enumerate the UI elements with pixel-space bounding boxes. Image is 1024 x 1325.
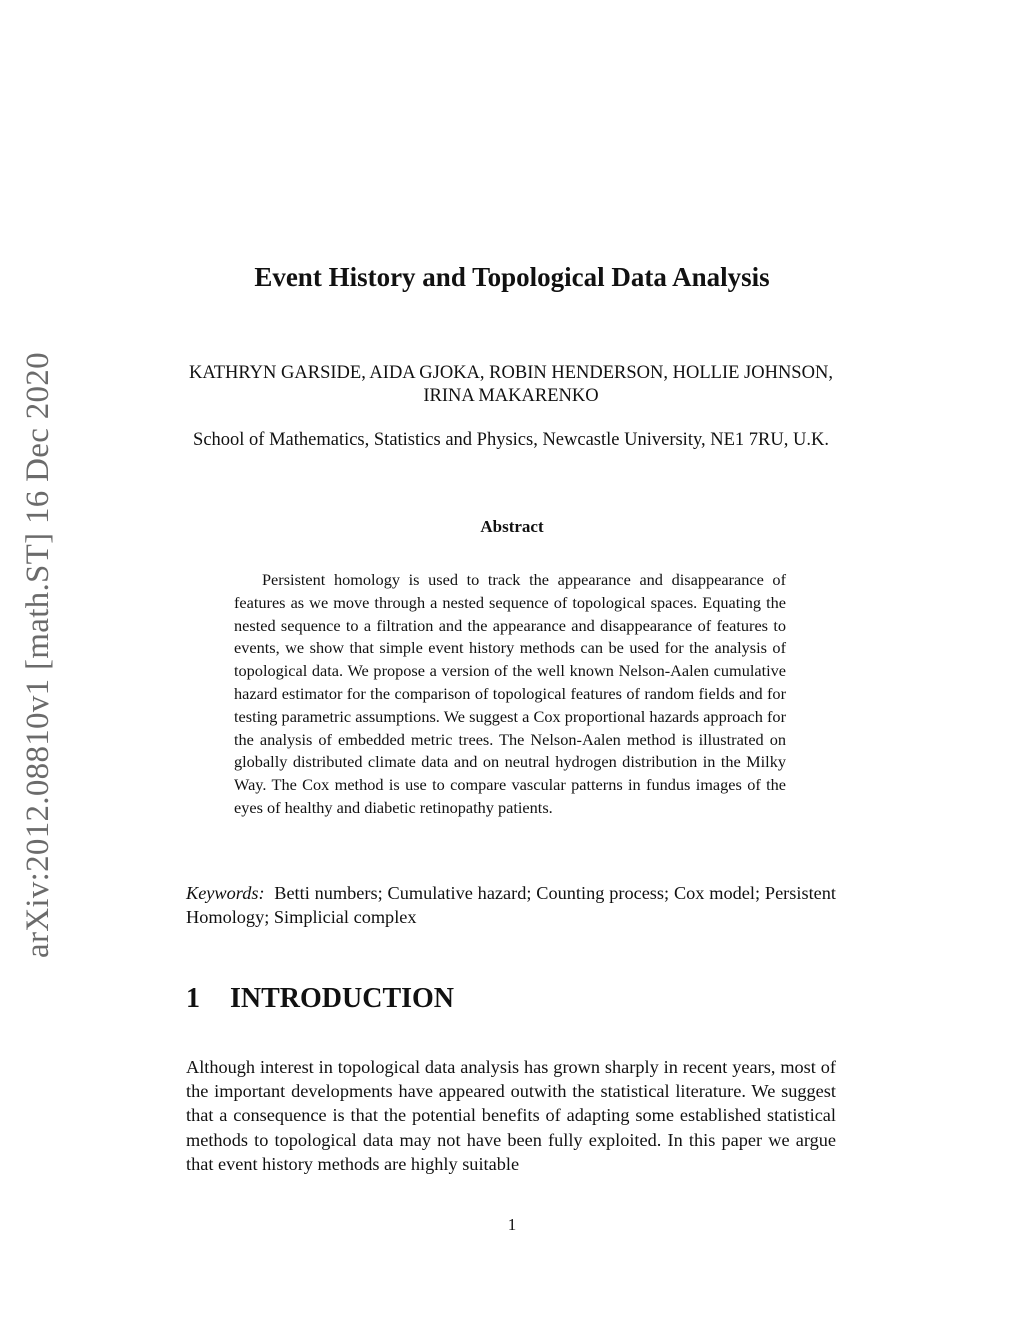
author-list: KATHRYN GARSIDE, AIDA GJOKA, ROBIN HENDERSON, HOLLIE JOHNSON, IRINA MAKARENKO — [189, 363, 833, 406]
keywords-label: Keywords: — [186, 883, 265, 903]
abstract-heading: Abstract — [480, 517, 544, 536]
section-number: 1 — [186, 983, 200, 1014]
introduction-paragraph: Although interest in topological data analysis has grown sharply in recent years, most of the important developments have appeared outwith the statistical literature. We suggest that a consequence is that the potential benefits of adapting some established statistical methods to topological data may not have been fully exploited. In this paper we argue that event history methods are highly suitable — [186, 1057, 836, 1174]
keywords-paragraph — [186, 881, 836, 929]
page-number: 1 — [507, 1215, 517, 1234]
section-title: INTRODUCTION — [230, 983, 455, 1014]
abstract-text: Persistent homology is used to track the appearance and disappearance of features as we move through a nested sequence of topological spaces. Equating the nested sequence to a filtration and the appearance and disappearance of features to events, we show that simple event history methods can be used for the analysis of topological data. We propose a version of the well known Nelson-Aalen cumulative hazard estimator for the comparison of topological features of random fields and for testing parametric assumptions. We suggest a Cox proportional hazards approach for the analysis of embedded metric trees. The Nelson-Aalen method is illustrated on globally distributed climate data and on neutral hydrogen distribution in the Milky Way. The Cox method is use to compare vascular patterns in fundus images of the eyes of healthy and diabetic retinopathy patients. — [234, 570, 786, 817]
paper-title: Event History and Topological Data Analysis — [254, 262, 770, 292]
arxiv-identifier-stamp: arXiv:2012.08810v1 [math.ST] 16 Dec 2020 — [20, 352, 56, 958]
keywords-list: Betti numbers; Cumulative hazard; Counting process; Cox model; Persistent Homology; Simplicial complex — [186, 883, 836, 927]
section-heading-introduction — [186, 983, 454, 1015]
author-affiliation: School of Mathematics, Statistics and Physics, Newcastle University, NE1 7RU, U.K. — [193, 430, 829, 450]
